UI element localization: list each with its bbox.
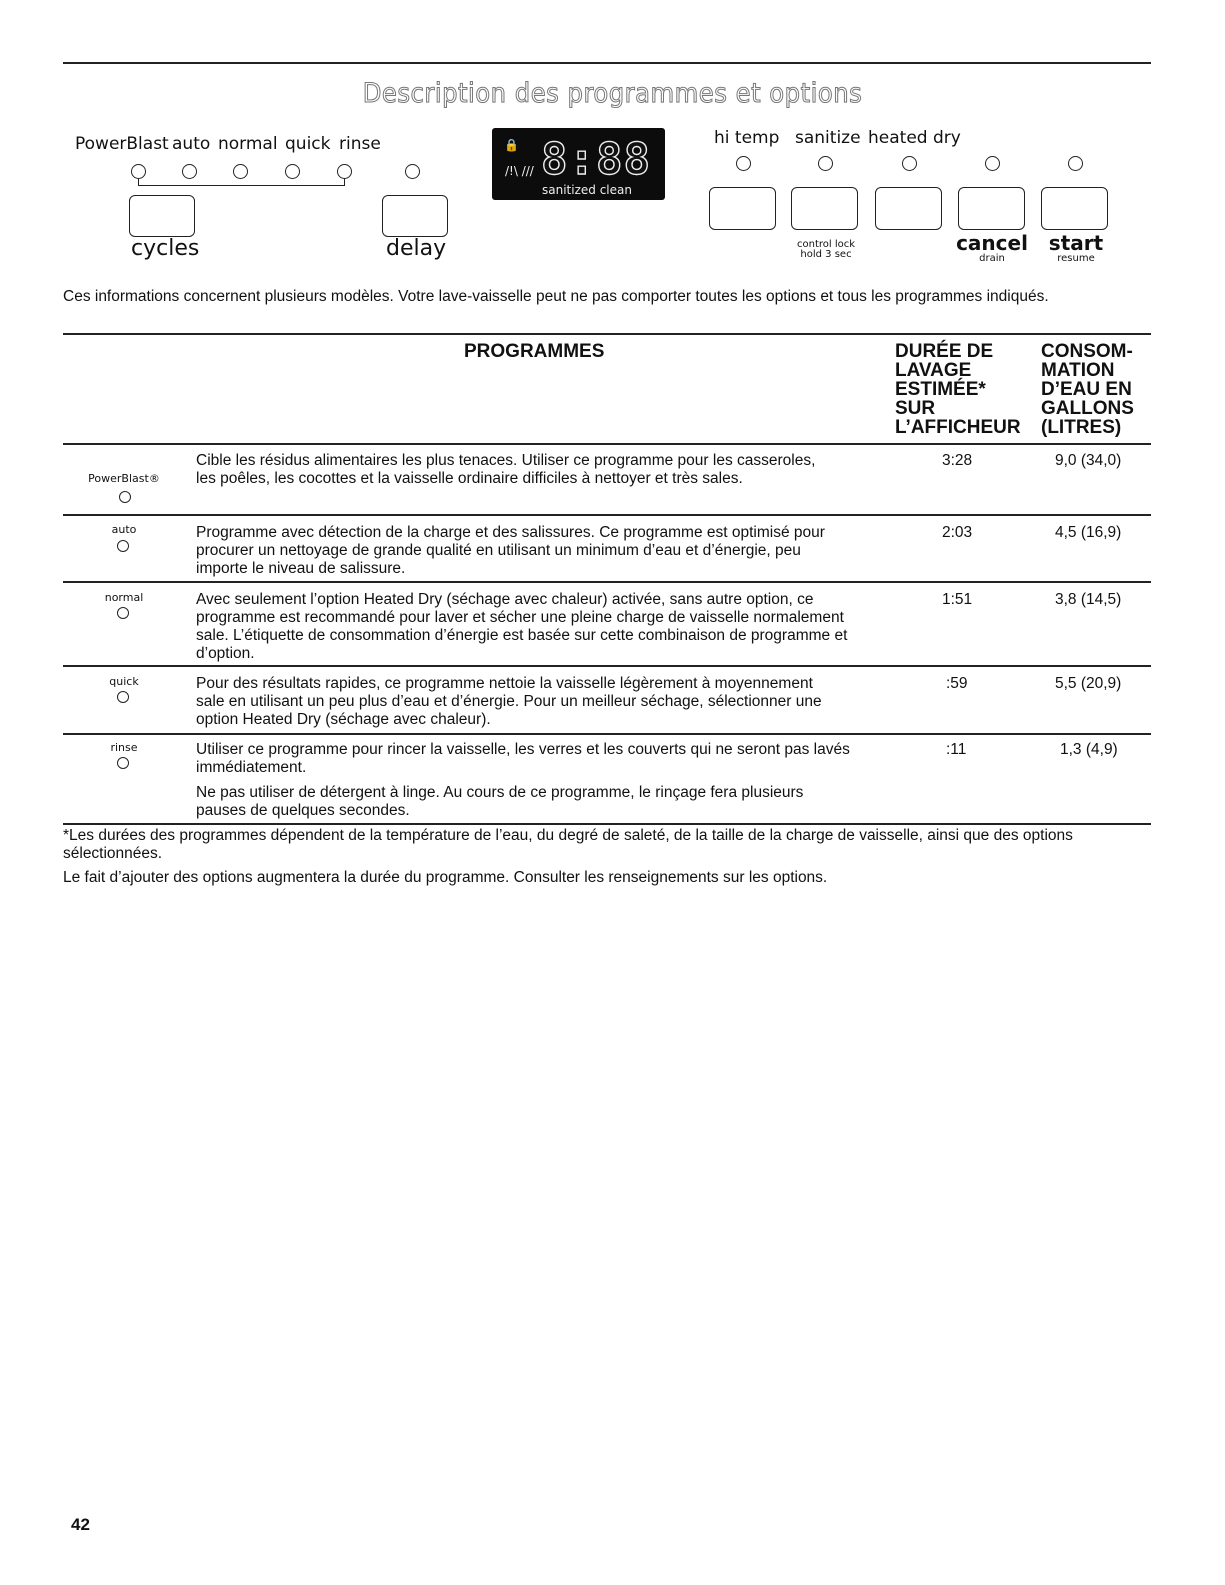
row-divider xyxy=(63,443,1151,445)
delay-label: delay xyxy=(386,236,447,261)
cycle-label-normal: normal xyxy=(218,134,278,154)
row-water: 3,8 (14,5) xyxy=(1055,591,1122,608)
control-lock-text: control lock xyxy=(796,239,856,250)
start-sub: resume xyxy=(1057,253,1095,264)
row-water: 1,3 (4,9) xyxy=(1060,741,1118,758)
row-led xyxy=(117,540,129,552)
cancel-text: cancel xyxy=(956,231,1028,255)
table-bottom-rule xyxy=(63,823,1151,825)
row-description: Pour des résultats rapides, ce programme nettoie la vaisselle légèrement à moyennement sale en utilisant un peu plus d’eau et d’énergie. Pour un meilleur séchage, sélectionner une option Heated Dry (séchage avec chaleur). xyxy=(196,675,822,728)
option-label-hi-temp: hi temp xyxy=(714,128,780,148)
row-divider xyxy=(63,665,1151,667)
cycle-led-rinse xyxy=(337,164,352,179)
row-description: Cible les résidus alimentaires les plus tenaces. Utiliser ce programme pour les casseroles, les poêles, les cocottes et la vaisselle ordinaire difficiles à nettoyer et très sales. xyxy=(196,452,816,487)
option-led-start xyxy=(1068,156,1083,171)
display-digits: 8:88 xyxy=(541,134,651,185)
control-lock-sub: hold 3 sec xyxy=(800,249,852,260)
header-programs: PROGRAMMES xyxy=(464,341,605,362)
header-duration-line: ESTIMÉE* xyxy=(895,379,986,400)
row-led xyxy=(117,691,129,703)
row-duration: 3:28 xyxy=(942,452,973,469)
cancel-label xyxy=(950,232,1034,264)
cycles-label: cycles xyxy=(131,236,200,261)
row-name: PowerBlast® xyxy=(88,472,160,485)
row-name: rinse xyxy=(110,741,138,754)
row-duration: :59 xyxy=(946,675,968,692)
header-water-line: D’EAU EN xyxy=(1041,379,1132,400)
display-status: sanitized clean xyxy=(542,183,632,197)
cancel-sub: drain xyxy=(979,253,1005,264)
cancel-button[interactable] xyxy=(958,187,1025,230)
start-text: start xyxy=(1048,231,1104,255)
digital-display xyxy=(492,128,665,200)
row-duration: 1:51 xyxy=(942,591,973,608)
header-water xyxy=(1041,342,1134,437)
intro-text: Ces informations concernent plusieurs modèles. Votre lave-vaisselle peut ne pas comporter toutes les options et tous les programmes indiqués. xyxy=(63,288,1049,305)
row-description: Utiliser ce programme pour rincer la vaisselle, les verres et les couverts qui ne seront pas lavés immédiatement. xyxy=(196,741,850,776)
start-label xyxy=(1040,232,1112,264)
header-duration-line: SUR xyxy=(895,398,936,419)
header-duration-line: L’AFFICHEUR xyxy=(895,417,1021,438)
sanitize-button[interactable] xyxy=(791,187,858,230)
header-duration xyxy=(895,342,1021,437)
delay-led xyxy=(405,164,420,179)
cycle-led-powerblast xyxy=(131,164,146,179)
cycle-label-quick: quick xyxy=(285,134,331,154)
row-name: normal xyxy=(104,591,144,604)
page-title: Description des programmes et options xyxy=(362,78,863,109)
header-water-line: CONSOM- xyxy=(1041,341,1133,362)
row-led xyxy=(117,757,129,769)
row-description: Programme avec détection de la charge et des salissures. Ce programme est optimisé pour procurer un nettoyage de grande qualité en utilisant un minimum d’eau et d’énergie, peu importe le niveau de salissure. xyxy=(196,524,825,577)
warning-icon: /!\ /// xyxy=(505,164,534,178)
row-water: 4,5 (16,9) xyxy=(1055,524,1122,541)
control-lock-label xyxy=(790,240,862,260)
cycle-led-quick xyxy=(285,164,300,179)
row-led xyxy=(117,607,129,619)
option-led-hi-temp xyxy=(736,156,751,171)
row-divider xyxy=(63,514,1151,516)
footnote: Le fait d’ajouter des options augmentera la durée du programme. Consulter les renseignements sur les options. xyxy=(63,869,828,886)
hi-temp-button[interactable] xyxy=(709,187,776,230)
option-led-lock xyxy=(985,156,1000,171)
row-name: auto xyxy=(111,523,137,536)
header-water-line: MATION xyxy=(1041,360,1115,381)
start-button[interactable] xyxy=(1041,187,1108,230)
row-divider xyxy=(63,733,1151,735)
option-led-sanitize xyxy=(818,156,833,171)
lock-icon: 🔒 xyxy=(504,138,519,152)
header-duration-line: DURÉE DE xyxy=(895,341,994,362)
option-label-heated-dry: heated dry xyxy=(868,128,961,148)
row-duration: :11 xyxy=(946,741,967,758)
cycle-led-auto xyxy=(182,164,197,179)
row-description-note: Ne pas utiliser de détergent à linge. Au cours de ce programme, le rinçage fera plusieurs pauses de quelques secondes. xyxy=(196,784,804,819)
delay-button[interactable] xyxy=(382,195,448,237)
row-duration: 2:03 xyxy=(942,524,973,541)
row-water: 5,5 (20,9) xyxy=(1055,675,1122,692)
row-description: Avec seulement l’option Heated Dry (séchage avec chaleur) activée, sans autre option, ce programme est recommandé pour laver et sécher une pleine charge de vaisselle normalement sale. L’étiquette de consommation d’énergie est basée sur cette combinaison de programme et d’option. xyxy=(196,591,848,662)
cycle-bracket xyxy=(138,178,345,186)
table-top-rule xyxy=(63,333,1151,335)
header-water-line: GALLONS xyxy=(1041,398,1134,419)
header-duration-line: LAVAGE xyxy=(895,360,972,381)
cycle-label-powerblast: PowerBlast xyxy=(75,134,169,154)
cycles-button[interactable] xyxy=(129,195,195,237)
row-name: quick xyxy=(109,675,139,688)
page-number: 42 xyxy=(71,1515,90,1534)
row-divider xyxy=(63,581,1151,583)
option-led-heated-dry xyxy=(902,156,917,171)
row-led xyxy=(119,491,131,503)
option-label-sanitize: sanitize xyxy=(795,128,861,148)
heated-dry-button[interactable] xyxy=(875,187,942,230)
cycle-label-auto: auto xyxy=(172,134,211,154)
cycle-label-rinse: rinse xyxy=(339,134,381,154)
header-water-line: (LITRES) xyxy=(1041,417,1122,438)
row-water: 9,0 (34,0) xyxy=(1055,452,1122,469)
footnote: *Les durées des programmes dépendent de la température de l’eau, du degré de saleté, de la taille de la charge de vaisselle, ainsi que des options sélectionnées. xyxy=(63,827,1073,862)
top-rule xyxy=(63,62,1151,64)
cycle-led-normal xyxy=(233,164,248,179)
